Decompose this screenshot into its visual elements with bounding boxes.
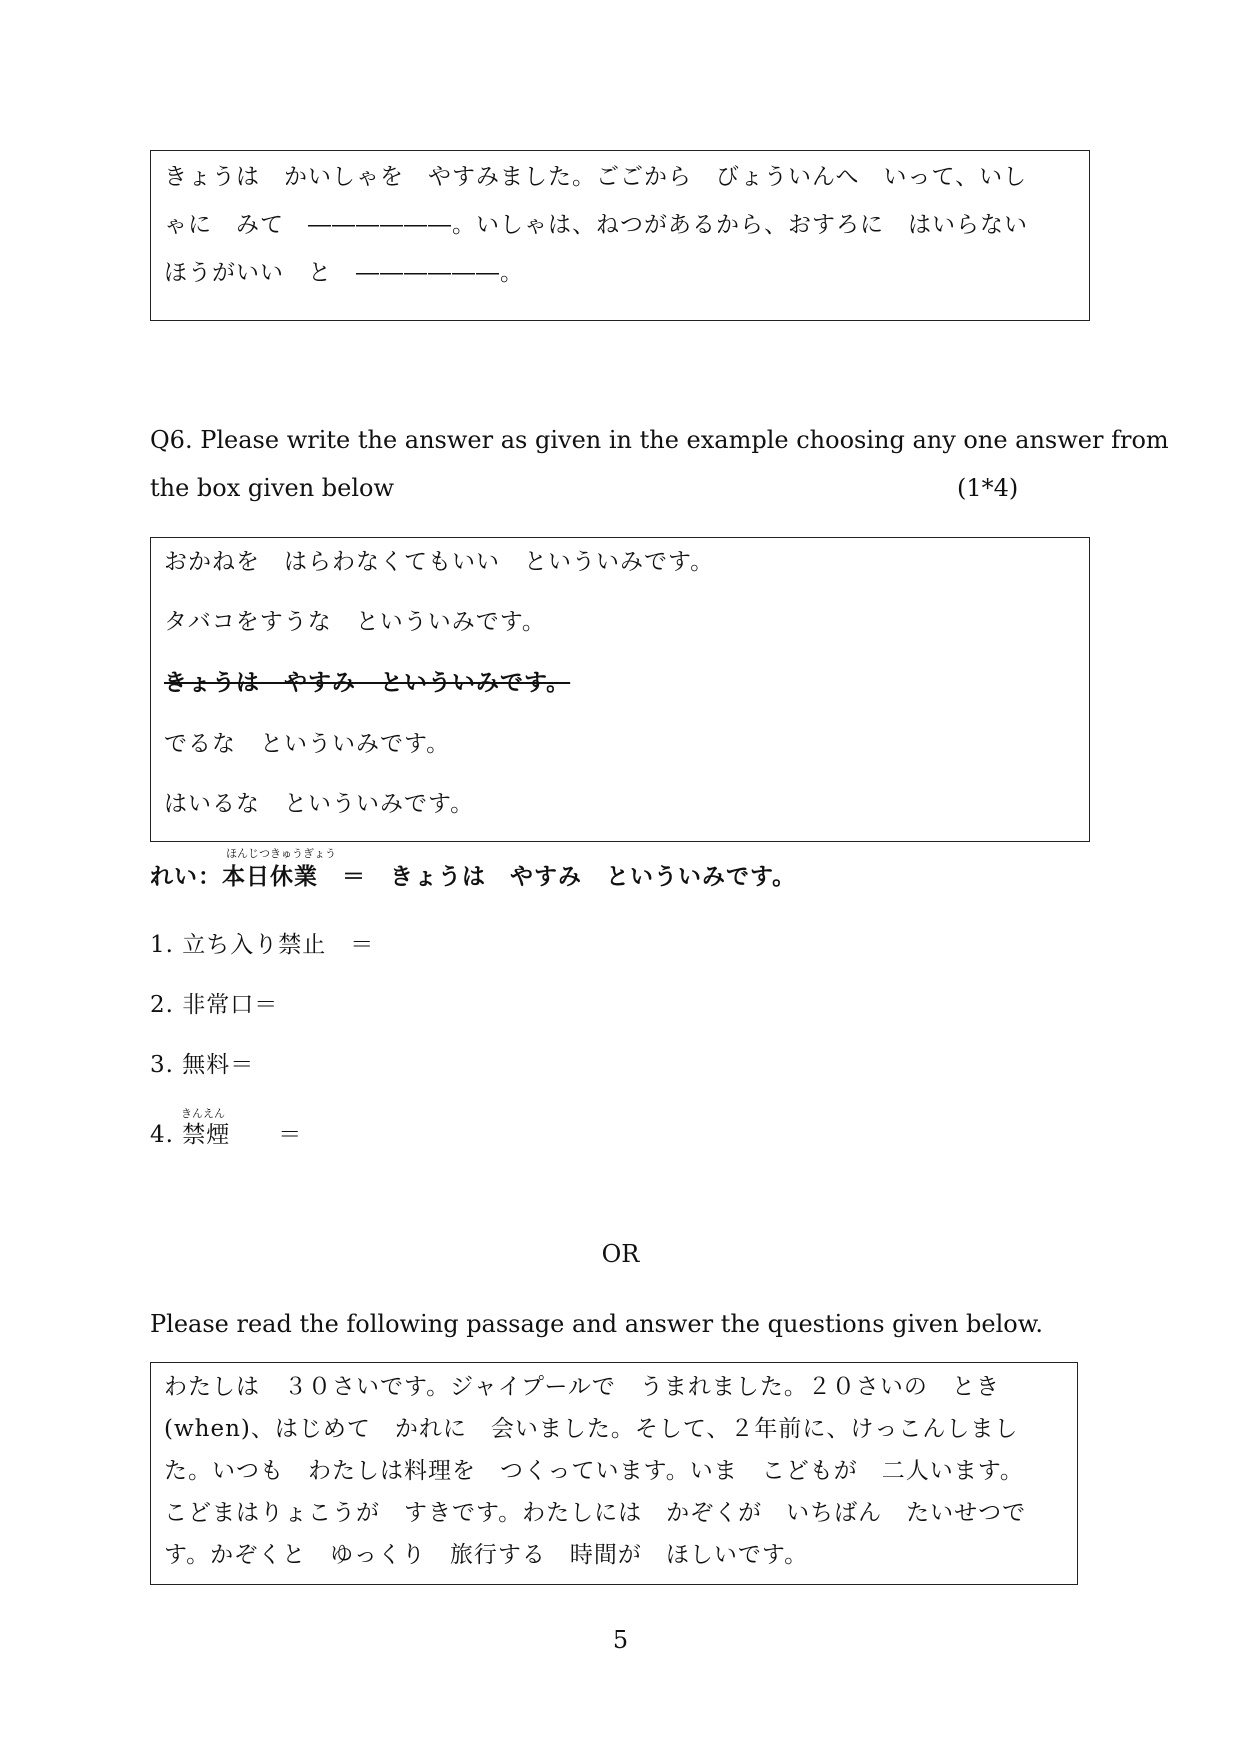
- marks-label: (1*4): [957, 474, 1019, 502]
- answer-option: タバコをすうな といういみです。: [164, 609, 546, 635]
- answer-option-struck: きょうは やすみ といういみです。: [164, 669, 571, 696]
- passage-line: す。かぞくと ゆっくり 旅行する 時間が ほしいです。: [164, 1542, 809, 1568]
- question-item: 3. 無料＝: [150, 1052, 255, 1078]
- passage-line: ほうがいい と ――――――。: [164, 260, 524, 286]
- passage-line: きょうは かいしゃを やすみました。ごごから びょういんへ いって、いし: [164, 164, 1028, 190]
- passage-line: (when)、はじめて かれに 会いました。そして、２年前に、けっこんしまし: [164, 1416, 1019, 1442]
- passage-line: ゃに みて ――――――。いしゃは、ねつがあるから、おすろに はいらない: [164, 212, 1028, 238]
- page-number: 5: [612, 1626, 629, 1654]
- passage-line: た。いつも わたしは料理を つくっています。いま こどもが 二人います。: [164, 1458, 1024, 1484]
- answer-option: おかねを はらわなくてもいい といういみです。: [164, 549, 715, 575]
- passage-line: わたしは ３０さいです。ジャイプールで うまれました。２０さいの とき: [164, 1374, 1000, 1400]
- example-furigana: ほんじつきゅうぎょう: [226, 847, 336, 860]
- question-heading-cont: the box given below: [150, 474, 395, 502]
- question-item: 4. 禁煙 ＝: [150, 1122, 303, 1148]
- answer-option: でるな といういみです。: [164, 731, 451, 757]
- example-text: れい：本日休業 ＝ きょうは やすみ といういみです。: [150, 863, 797, 890]
- question-item: 2. 非常口＝: [150, 992, 279, 1018]
- instruction-text: Please read the following passage and answer the questions given below.: [150, 1310, 1044, 1338]
- answer-option: はいるな といういみです。: [164, 791, 475, 817]
- or-label: OR: [601, 1240, 640, 1268]
- question-item: 1. 立ち入り禁止 ＝: [150, 932, 375, 958]
- passage-line: こどまはりょこうが すきです。わたしには かぞくが いちばん たいせつで: [164, 1500, 1027, 1526]
- item-furigana: きんえん: [181, 1107, 225, 1120]
- question-heading: Q6. Please write the answer as given in the example choosing any one answer from: [150, 426, 1169, 454]
